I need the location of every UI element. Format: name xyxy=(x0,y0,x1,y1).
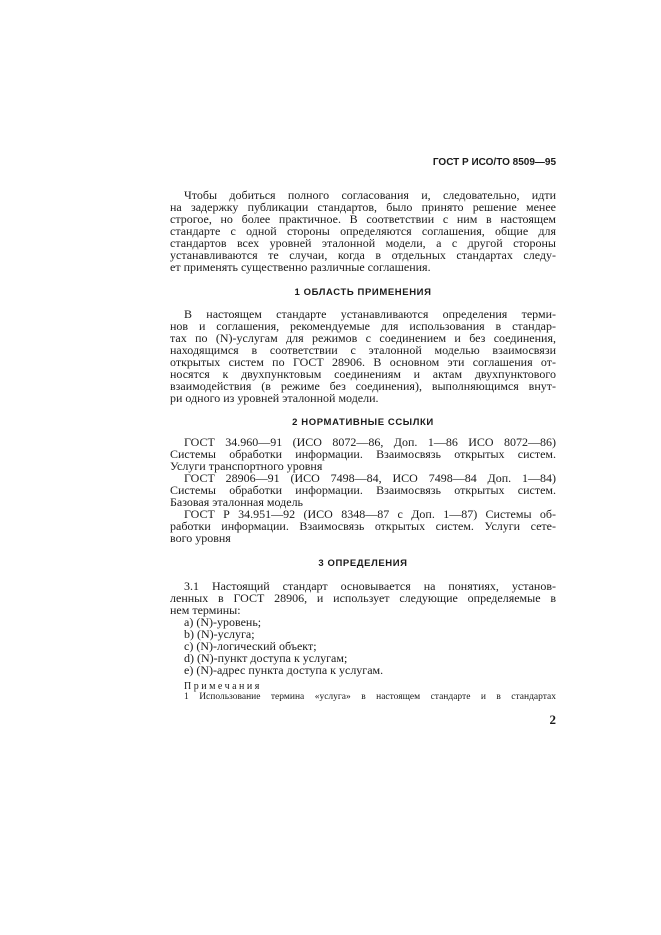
list-item: b) (N)-услуга; xyxy=(184,627,255,641)
text-line: тах по (N)-услугам для режимов с соединением и без соединения, xyxy=(170,331,556,345)
list-item: c) (N)-логический объект; xyxy=(184,639,317,653)
text-line: ГОСТ Р 34.951—92 (ИСО 8348—87 с Доп. 1—87) Системы об- xyxy=(184,507,556,521)
section-heading: 2 НОРМАТИВНЫЕ ССЫЛКИ xyxy=(292,417,434,428)
notes xyxy=(170,682,556,702)
text-line: ГОСТ 28906—91 (ИСО 7498—84, ИСО 7498—84 Доп. 1—84) xyxy=(184,471,556,485)
section3-paragraph xyxy=(170,580,556,676)
text-line: носятся к двухпунктовым соединениям и актам двухпунктового xyxy=(170,367,556,381)
text-line: стандарте с одной стороны определяются соглашения, общие для xyxy=(170,224,556,238)
text-line: Базовая эталонная модель xyxy=(170,495,304,509)
section1-paragraph xyxy=(170,308,556,404)
list-item: e) (N)-адрес пункта доступа к услугам. xyxy=(184,663,384,677)
document-header: ГОСТ Р ИСО/ТО 8509—95 xyxy=(432,157,556,168)
text-line: устанавливаются те случаи, когда в отдельных стандартах следу- xyxy=(170,248,556,262)
text-line: открытых систем по ГОСТ 28906. В основном эти соглашения от- xyxy=(170,355,556,369)
text-line: ленных в ГОСТ 28906, и использует следующие определяемые в xyxy=(170,591,556,605)
text-line: В настоящем стандарте устанавливаются определения терми- xyxy=(184,307,556,321)
text-line: Чтобы добиться полного согласования и, следовательно, идти xyxy=(184,188,556,202)
text-line: ри одного из уровней эталонной модели. xyxy=(170,391,379,405)
text-line: стандартов всех уровней эталонной модели, а с другой стороны xyxy=(170,236,556,250)
text-line: Услуги транспортного уровня xyxy=(170,459,323,473)
notes-title: Примечания xyxy=(184,681,262,692)
page-number: 2 xyxy=(549,712,556,727)
references-list xyxy=(170,436,556,544)
section-heading: 3 ОПРЕДЕЛЕНИЯ xyxy=(318,558,408,569)
text-line: 3.1 Настоящий стандарт основывается на понятиях, установ- xyxy=(184,579,556,593)
text-line: нов и соглашения, рекомендуемые для использования в стандар- xyxy=(170,319,556,333)
text-line: вого уровня xyxy=(170,531,231,545)
text-line: Системы обработки информации. Взаимосвязь открытых систем. xyxy=(170,483,556,497)
text-line: ГОСТ 34.960—91 (ИСО 8072—86, Доп. 1—86 ИСО 8072—86) xyxy=(184,435,556,449)
list-item: d) (N)-пункт доступа к услугам; xyxy=(184,651,348,665)
text-line: ет применять существенно различные соглашения. xyxy=(170,260,431,274)
list-item: a) (N)-уровень; xyxy=(184,615,262,629)
text-line: Системы обработки информации. Взаимосвязь открытых систем. xyxy=(170,447,556,461)
text-line: строгое, но более практичное. В соответствии с ним в настоящем xyxy=(170,212,556,226)
text-line: взаимодействия (в режиме без соединения), выполняющимся внут- xyxy=(170,379,556,393)
text-line: находящимся в соответствии с эталонной моделью взаимосвязи xyxy=(170,343,556,357)
text-line: на задержку публикации стандартов, было принято решение менее xyxy=(170,200,556,214)
section-heading: 1 ОБЛАСТЬ ПРИМЕНЕНИЯ xyxy=(294,287,432,298)
note-line: 1 Использование термина «услуга» в настоящем стандарте и в стандартах xyxy=(184,692,556,702)
text-line: работки информации. Взаимосвязь открытых систем. Услуги сете- xyxy=(170,519,556,533)
intro-paragraph xyxy=(170,189,556,273)
text-line: нем термины: xyxy=(170,603,241,617)
